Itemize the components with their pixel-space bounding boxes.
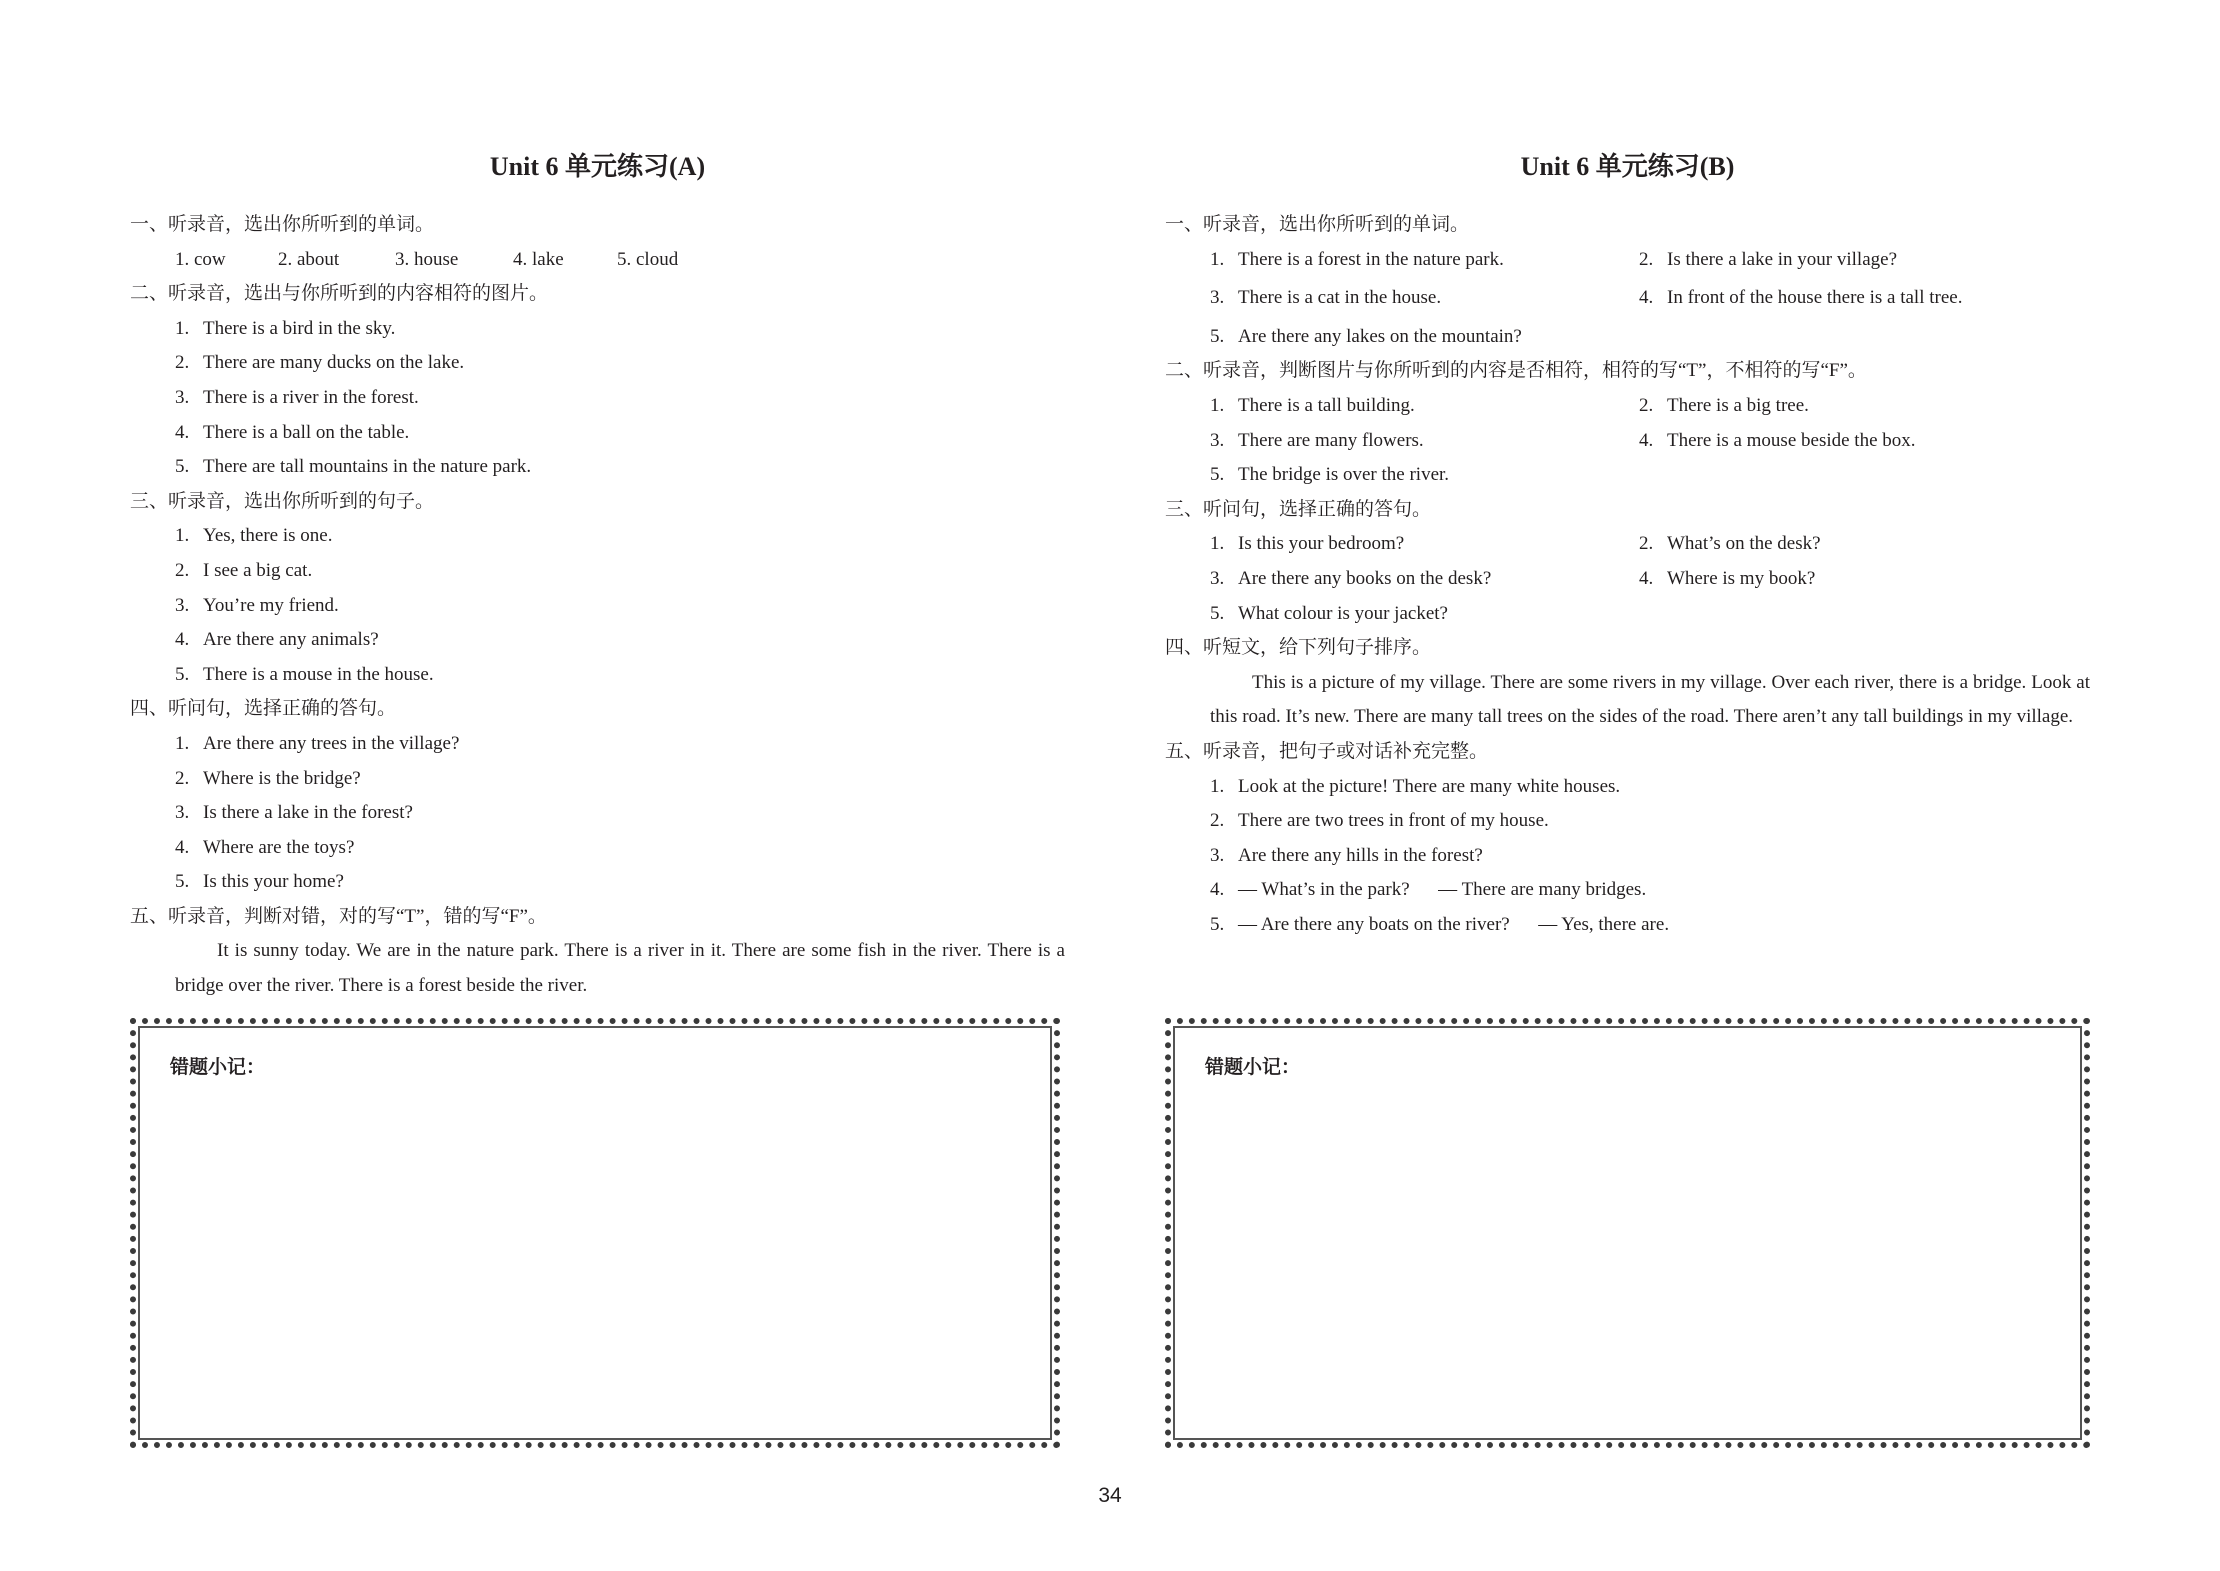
list-item: 3. Are there any hills in the forest? [1210, 844, 1483, 866]
word-list [130, 243, 1065, 278]
list-item: 5. There are tall mountains in the nature park. [175, 456, 532, 478]
list-item: 5. What colour is your jacket? [1210, 602, 1448, 624]
section-heading: 五、听录音，判断对错，对的写“T”，错的写“F”。 [130, 905, 547, 927]
page-title-b: Unit 6 单元练习(B) [1520, 152, 1735, 181]
mistake-notes-box-a [130, 1018, 1060, 1448]
list-item: 5. Is this your home? [175, 871, 344, 893]
list-item: 4. — What’s in the park? — There are many bridges. [1210, 879, 1647, 901]
word-option: 4. lake [513, 248, 564, 270]
list-item: 1. There is a bird in the sky. [175, 317, 396, 339]
list-row [1165, 243, 2090, 278]
list-row [1165, 562, 2090, 597]
section-heading: 一、听录音，选出你所听到的单词。 [1165, 214, 1470, 235]
list-item: 1. Look at the picture! There are many white houses. [1210, 775, 1621, 797]
list-item: 3. There are many flowers. [1210, 429, 1424, 451]
list-item: 5. The bridge is over the river. [1210, 464, 1450, 486]
mistake-notes-label: 错题小记： [1205, 1056, 1301, 1078]
list-item: 3. There is a river in the forest. [175, 386, 419, 408]
section-heading: 四、听问句，选择正确的答句。 [130, 698, 397, 720]
list-item: 2. What’s on the desk? [1639, 533, 1821, 555]
list-item: 4. Where is my book? [1639, 567, 1816, 589]
list-item: 4. There is a ball on the table. [175, 421, 410, 443]
list-item: 2. There is a big tree. [1639, 394, 1809, 416]
listening-passage: It is sunny today. We are in the nature park. There is a river in it. There are some fish in the river. There is a bridge over the river. There is a forest beside the river. [175, 940, 1065, 997]
page-title-a: Unit 6 单元练习(A) [489, 152, 706, 181]
list-row [1165, 389, 2090, 424]
section-heading: 四、听短文，给下列句子排序。 [1165, 637, 1432, 659]
list-item: 1. Is this your bedroom? [1210, 533, 1405, 555]
list-item: 3. There is a cat in the house. [1210, 287, 1442, 309]
list-item: 4. There is a mouse beside the box. [1639, 429, 1916, 451]
listening-passage: This is a picture of my village. There are some rivers in my village. Over each river, there is a bridge. Look at this road. It’s new. There are many tall trees on the sides of the road. There aren’t any tall buildings in my village. [1210, 671, 2090, 728]
section-heading: 五、听录音，把句子或对话补充完整。 [1165, 740, 1489, 762]
section-heading: 二、听录音，判断图片与你所听到的内容是否相符，相符的写“T”，不相符的写“F”。 [1165, 360, 1867, 382]
list-row [1165, 424, 2090, 459]
list-item: 3. You’re my friend. [175, 594, 339, 616]
word-option: 2. about [278, 248, 340, 270]
mistake-notes-box-b [1165, 1018, 2090, 1448]
list-item: 2. There are two trees in front of my house. [1210, 810, 1549, 832]
list-item: 4. Where are the toys? [175, 836, 355, 858]
exercise-a-content [130, 208, 1065, 1004]
section-heading: 二、听录音，选出与你所听到的内容相符的图片。 [130, 283, 549, 305]
exercise-b-content [1165, 208, 2090, 942]
section-heading: 三、听问句，选择正确的答句。 [1165, 498, 1432, 520]
list-item: 5. — Are there any boats on the river? — Yes, there are. [1210, 913, 1670, 935]
list-row [1165, 527, 2090, 562]
list-item: 4. Are there any animals? [175, 629, 379, 651]
section-heading: 三、听录音，选出你所听到的句子。 [130, 490, 435, 512]
list-item: 4. In front of the house there is a tall tree. [1639, 287, 1963, 309]
list-item: 2. Where is the bridge? [175, 767, 361, 789]
list-item: 5. Are there any lakes on the mountain? [1210, 325, 1522, 347]
list-item: 3. Are there any books on the desk? [1210, 567, 1492, 589]
page-number: 34 [1098, 1484, 1122, 1507]
list-item: 5. There is a mouse in the house. [175, 663, 434, 685]
list-item: 1. There is a forest in the nature park. [1210, 248, 1504, 270]
word-option: 3. house [395, 248, 459, 270]
mistake-notes-label: 错题小记： [170, 1056, 266, 1078]
list-item: 2. There are many ducks on the lake. [175, 352, 465, 374]
word-option: 1. cow [175, 248, 226, 270]
list-row [1165, 281, 2090, 316]
section-heading: 一、听录音，选出你所听到的单词。 [130, 214, 435, 235]
list-item: 3. Is there a lake in the forest? [175, 802, 413, 824]
word-option: 5. cloud [617, 248, 679, 270]
list-item: 2. I see a big cat. [175, 559, 313, 581]
list-item: 1. Are there any trees in the village? [175, 732, 460, 754]
list-item: 1. Yes, there is one. [175, 525, 333, 547]
list-item: 1. There is a tall building. [1210, 394, 1415, 416]
list-item: 2. Is there a lake in your village? [1639, 248, 1898, 270]
